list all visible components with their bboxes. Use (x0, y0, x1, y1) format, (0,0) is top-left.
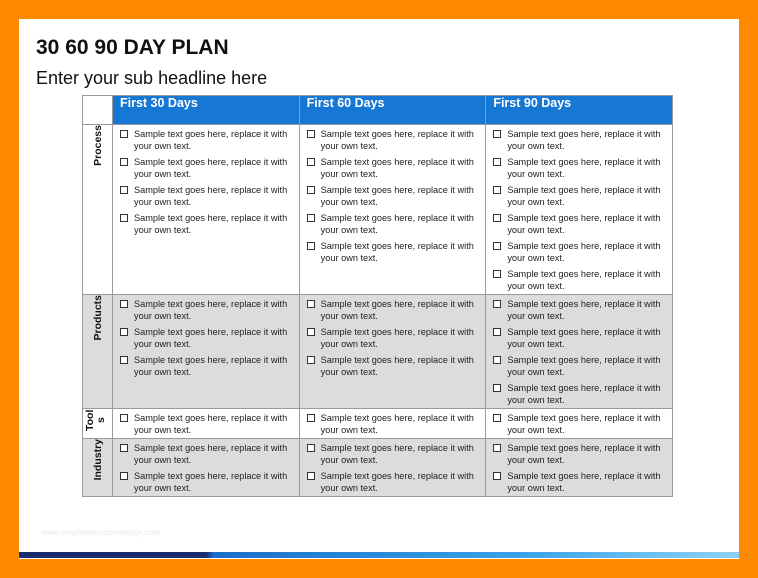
checklist-item-text: Sample text goes here, replace it with your own text. (134, 157, 288, 179)
column-header-90-days: First 90 Days (486, 96, 673, 125)
plan-cell-60-days (299, 439, 486, 497)
checkbox-icon (307, 414, 315, 422)
plan-cell-90-days (486, 125, 673, 295)
checklist-item-text: Sample text goes here, replace it with your own text. (320, 299, 474, 321)
checkbox-icon (493, 328, 501, 336)
checklist-item-text: Sample text goes here, replace it with your own text. (507, 129, 661, 151)
checklist-item-text: Sample text goes here, replace it with your own text. (134, 213, 288, 235)
checklist-item (120, 412, 293, 436)
checkbox-icon (493, 130, 501, 138)
checklist-item-text: Sample text goes here, replace it with your own text. (320, 327, 474, 349)
checklist-item (307, 354, 480, 378)
checkbox-icon (307, 328, 315, 336)
checklist-item (493, 212, 666, 236)
checkbox-icon (120, 186, 128, 194)
checklist-item (120, 184, 293, 208)
checklist-item-text: Sample text goes here, replace it with your own text. (320, 157, 474, 179)
checkbox-icon (493, 444, 501, 452)
checklist-item-text: Sample text goes here, replace it with your own text. (134, 299, 288, 321)
checkbox-icon (493, 186, 501, 194)
checklist-item-text: Sample text goes here, replace it with your own text. (320, 185, 474, 207)
checklist-item (120, 298, 293, 322)
checklist-item-text: Sample text goes here, replace it with your own text. (507, 157, 661, 179)
checklist-item-text: Sample text goes here, replace it with your own text. (134, 129, 288, 151)
checklist-item (493, 382, 666, 406)
checklist-item-text: Sample text goes here, replace it with your own text. (507, 413, 661, 435)
plan-table (82, 95, 673, 497)
table-header-row (83, 96, 673, 125)
checklist-item (493, 240, 666, 264)
checklist-item-text: Sample text goes here, replace it with your own text. (507, 213, 661, 235)
checkbox-icon (493, 384, 501, 392)
checklist-item-text: Sample text goes here, replace it with your own text. (507, 241, 661, 263)
checkbox-icon (493, 356, 501, 364)
checklist-item (307, 412, 480, 436)
checklist-item (493, 128, 666, 152)
checklist-item-text: Sample text goes here, replace it with your own text. (320, 355, 474, 377)
checkbox-icon (307, 472, 315, 480)
page-subtitle: Enter your sub headline here (36, 68, 268, 88)
plan-cell-60-days (299, 295, 486, 409)
plan-cell-60-days (299, 125, 486, 295)
checkbox-icon (120, 300, 128, 308)
checkbox-icon (493, 300, 501, 308)
checklist-item (120, 442, 293, 466)
checklist-item-text: Sample text goes here, replace it with your own text. (507, 269, 661, 291)
page-title: 30 60 90 DAY PLAN (36, 36, 229, 59)
plan-cell-30-days (113, 439, 300, 497)
bottom-accent-bar (19, 552, 739, 558)
checklist-item (120, 156, 293, 180)
checkbox-icon (307, 300, 315, 308)
row-label-cell (83, 125, 113, 295)
checklist-item (307, 470, 480, 494)
checkbox-icon (307, 356, 315, 364)
checkbox-icon (493, 414, 501, 422)
checklist-item (120, 470, 293, 494)
checklist-item-text: Sample text goes here, replace it with your own text. (320, 443, 474, 465)
footer-url: www.templatesmasterdesign.com (41, 528, 161, 537)
checkbox-icon (120, 214, 128, 222)
checklist-item-text: Sample text goes here, replace it with your own text. (134, 443, 288, 465)
plan-cell-90-days (486, 409, 673, 439)
row-label-cell (83, 295, 113, 409)
checklist-item (493, 156, 666, 180)
checkbox-icon (493, 242, 501, 250)
column-header-60-days: First 60 Days (299, 96, 486, 125)
checklist-item-text: Sample text goes here, replace it with your own text. (320, 241, 474, 263)
checkbox-icon (493, 270, 501, 278)
checklist-item-text: Sample text goes here, replace it with your own text. (507, 327, 661, 349)
checklist-item (307, 240, 480, 264)
checklist-item (307, 156, 480, 180)
checklist-item-text: Sample text goes here, replace it with your own text. (134, 355, 288, 377)
checkbox-icon (493, 472, 501, 480)
checklist-item (493, 412, 666, 436)
column-header-30-days: First 30 Days (113, 96, 300, 125)
checklist-item-text: Sample text goes here, replace it with your own text. (320, 129, 474, 151)
row-label: Tools (83, 409, 107, 431)
checkbox-icon (493, 158, 501, 166)
plan-cell-90-days (486, 295, 673, 409)
checkbox-icon (307, 444, 315, 452)
checklist-item (493, 268, 666, 292)
table-row-tools (83, 409, 673, 439)
checklist-item-text: Sample text goes here, replace it with your own text. (134, 413, 288, 435)
checklist-item (493, 298, 666, 322)
checklist-item-text: Sample text goes here, replace it with your own text. (134, 327, 288, 349)
checklist-item-text: Sample text goes here, replace it with your own text. (320, 471, 474, 493)
checkbox-icon (307, 242, 315, 250)
checklist-item (307, 326, 480, 350)
checklist-item-text: Sample text goes here, replace it with your own text. (134, 471, 288, 493)
checkbox-icon (120, 356, 128, 364)
checklist-item (493, 442, 666, 466)
checklist-item-text: Sample text goes here, replace it with your own text. (134, 185, 288, 207)
plan-cell-30-days (113, 125, 300, 295)
row-label: Process (91, 125, 104, 166)
checklist-item (493, 184, 666, 208)
checklist-item (120, 326, 293, 350)
checkbox-icon (307, 130, 315, 138)
checklist-item-text: Sample text goes here, replace it with your own text. (507, 299, 661, 321)
plan-cell-90-days (486, 439, 673, 497)
row-label-cell (83, 439, 113, 497)
checklist-item-text: Sample text goes here, replace it with your own text. (507, 443, 661, 465)
checkbox-icon (120, 444, 128, 452)
checklist-item-text: Sample text goes here, replace it with your own text. (320, 413, 474, 435)
plan-cell-30-days (113, 295, 300, 409)
checklist-item (120, 128, 293, 152)
checkbox-icon (120, 130, 128, 138)
checkbox-icon (120, 414, 128, 422)
checklist-item (307, 442, 480, 466)
table-row-process (83, 125, 673, 295)
checkbox-icon (493, 214, 501, 222)
checkbox-icon (120, 472, 128, 480)
table-row-products (83, 295, 673, 409)
checkbox-icon (120, 158, 128, 166)
checklist-item (120, 354, 293, 378)
checkbox-icon (307, 186, 315, 194)
table-row-industry (83, 439, 673, 497)
checklist-item (307, 128, 480, 152)
checklist-item-text: Sample text goes here, replace it with your own text. (507, 185, 661, 207)
checklist-item-text: Sample text goes here, replace it with your own text. (507, 383, 661, 405)
checkbox-icon (307, 158, 315, 166)
checklist-item (493, 470, 666, 494)
table-corner-cell (83, 96, 113, 125)
row-label-cell (83, 409, 113, 439)
checkbox-icon (120, 328, 128, 336)
checklist-item-text: Sample text goes here, replace it with your own text. (507, 471, 661, 493)
checklist-item (120, 212, 293, 236)
checklist-item (307, 298, 480, 322)
row-label: Industry (91, 439, 104, 481)
plan-cell-30-days (113, 409, 300, 439)
checklist-item (307, 212, 480, 236)
plan-cell-60-days (299, 409, 486, 439)
checklist-item-text: Sample text goes here, replace it with your own text. (507, 355, 661, 377)
checklist-item-text: Sample text goes here, replace it with your own text. (320, 213, 474, 235)
row-label: Products (91, 295, 104, 341)
slide (19, 19, 739, 559)
checklist-item (307, 184, 480, 208)
checklist-item (493, 326, 666, 350)
checkbox-icon (307, 214, 315, 222)
checklist-item (493, 354, 666, 378)
